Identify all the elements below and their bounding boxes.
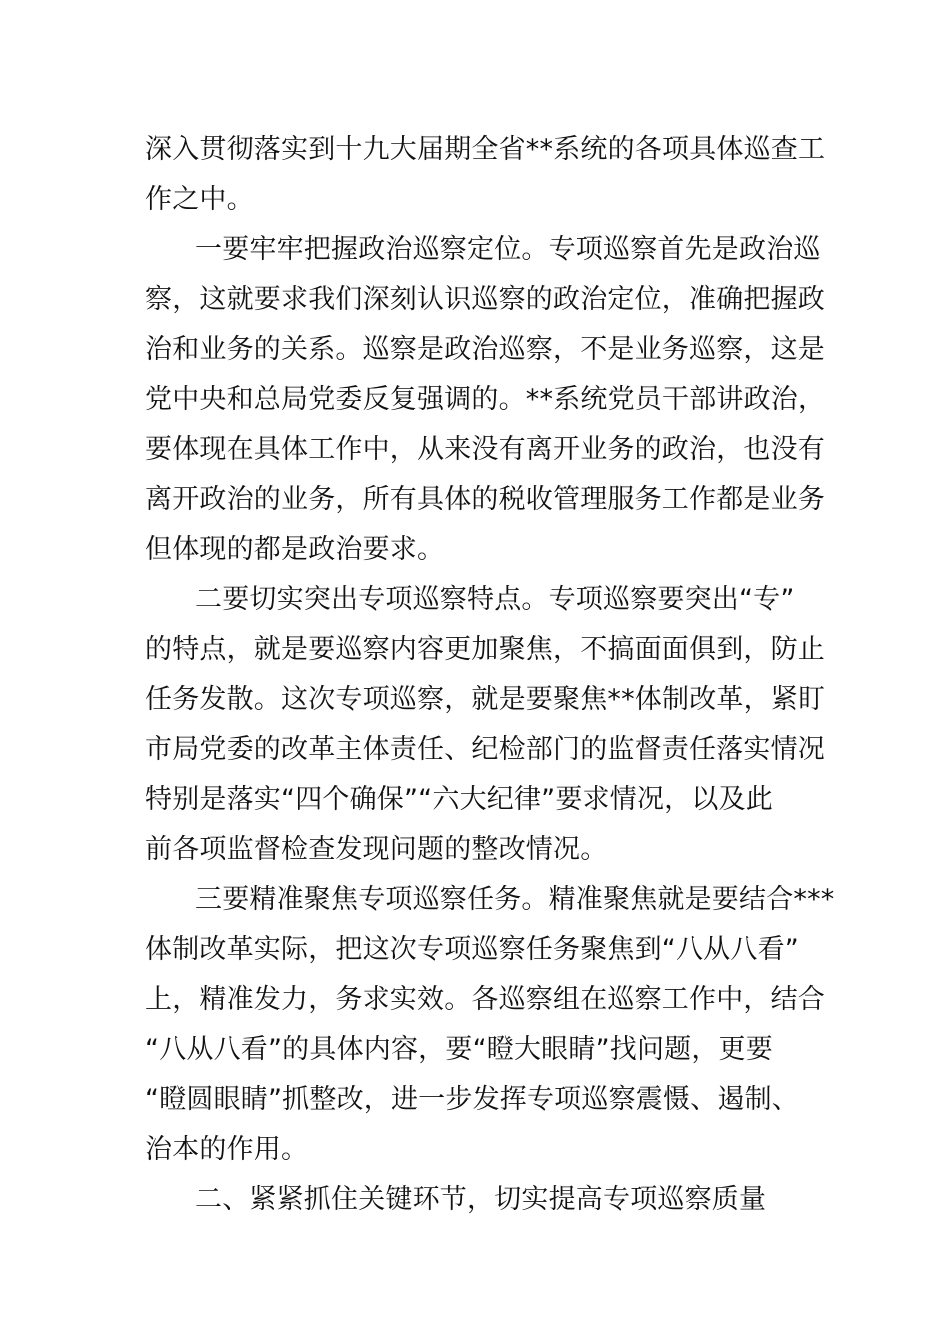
paragraph-start-line: 三要精准聚焦专项巡察任务。精准聚焦就是要结合***	[195, 884, 835, 915]
text-line: 离开政治的业务，所有具体的税收管理服务工作都是业务	[145, 484, 825, 515]
paragraph-start-line: 二要切实突出专项巡察特点。专项巡察要突出“专”	[195, 584, 795, 615]
text-line: 前各项监督检查发现问题的整改情况。	[145, 834, 608, 865]
section-heading: 二、紧紧抓住关键环节，切实提高专项巡察质量	[195, 1184, 767, 1215]
text-line: “八从八看”的具体内容，要“瞪大眼睛”找问题，更要	[145, 1034, 773, 1065]
paragraph-start-line: 一要牢牢把握政治巡察定位。专项巡察首先是政治巡	[195, 234, 821, 265]
text-line: 市局党委的改革主体责任、纪检部门的监督责任落实情况	[145, 734, 825, 765]
text-line: 深入贯彻落实到十九大届期全省**系统的各项具体巡查工	[145, 134, 826, 165]
text-line: 体制改革实际，把这次专项巡察任务聚焦到“八从八看”	[145, 934, 799, 965]
text-line: 的特点，就是要巡察内容更加聚焦，不搞面面俱到，防止	[145, 634, 825, 665]
text-line: 但体现的都是政治要求。	[145, 534, 445, 565]
text-line: 作之中。	[145, 184, 254, 215]
text-line: 治和业务的关系。巡察是政治巡察，不是业务巡察，这是	[145, 334, 825, 365]
text-line: 察，这就要求我们深刻认识巡察的政治定位，准确把握政	[145, 284, 825, 315]
text-line: 特别是落实“四个确保”“六大纪律”要求情况，以及此	[145, 784, 773, 815]
text-line: 上，精准发力，务求实效。各巡察组在巡察工作中，结合	[145, 984, 825, 1015]
text-line: 党中央和总局党委反复强调的。**系统党员干部讲政治，	[145, 384, 826, 415]
text-line: 治本的作用。	[145, 1134, 309, 1165]
text-line: “瞪圆眼睛”抓整改，进一步发挥专项巡察震慑、遏制、	[145, 1084, 799, 1115]
text-line: 任务发散。这次专项巡察，就是要聚焦**体制改革，紧盯	[145, 684, 826, 715]
text-line: 要体现在具体工作中，从来没有离开业务的政治，也没有	[145, 434, 825, 465]
